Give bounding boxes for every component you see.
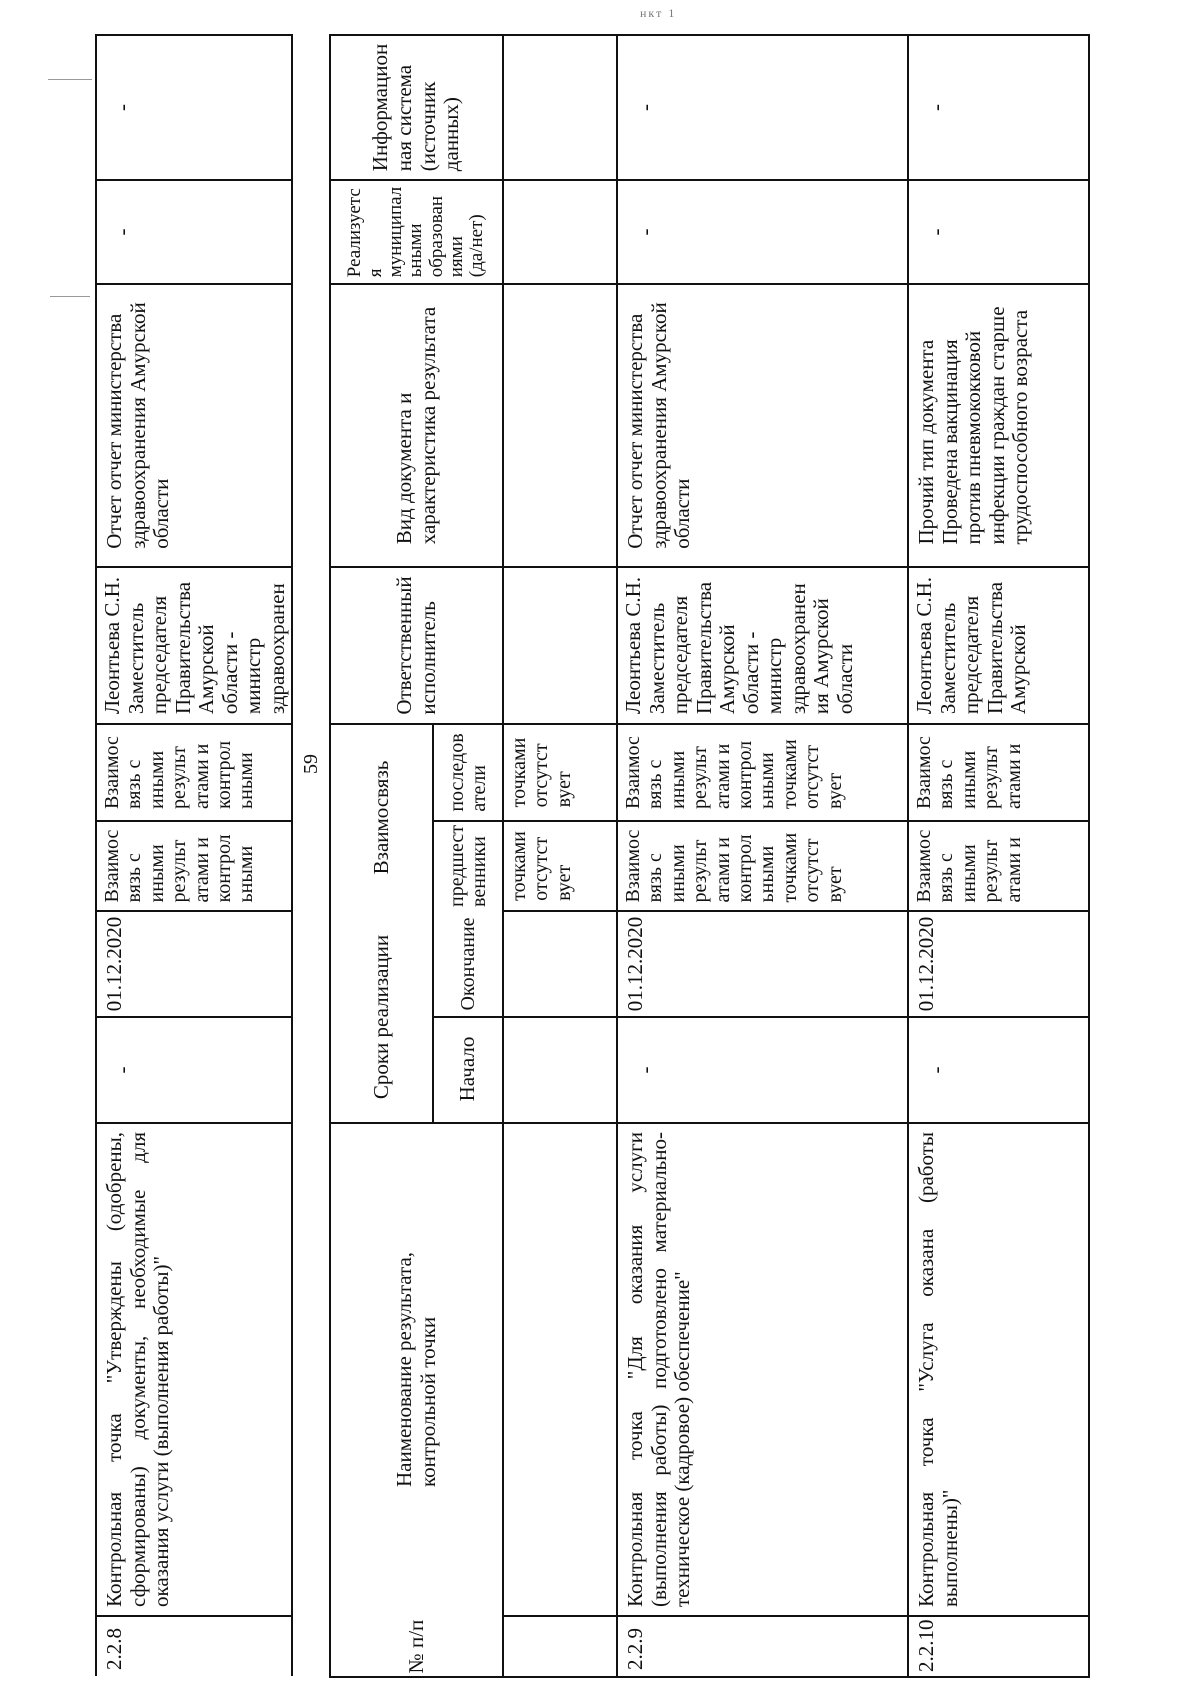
- cell-228-resp: Леонтьева С.Н. Заместитель председателя Правительства Амурской области - министр здравоохранен: [100, 576, 289, 715]
- cell-228-pred: Взаимос вязь с иными результ атами и контрол ьными: [101, 829, 258, 903]
- header-predecessors: предшест венники: [445, 825, 490, 907]
- cell-228-info: -: [110, 104, 134, 111]
- cell-2210-name: Контрольная точка "Услуга оказана (работы выполнены)": [914, 1132, 962, 1607]
- table-border: [1088, 34, 1090, 1676]
- cell-2210-start: -: [924, 1066, 948, 1074]
- cell-2210-resp: Леонтьева С.Н. Заместитель председателя Правительства Амурской: [912, 576, 1031, 715]
- header-successors: последов атели: [445, 733, 490, 812]
- cell-229-end: 01.12.2020: [623, 916, 647, 1012]
- header-name: Наименование результата, контрольной точки: [391, 1251, 440, 1488]
- cell-228-end: 01.12.2020: [102, 916, 126, 1012]
- header-terms: Сроки реализации: [368, 934, 393, 1100]
- cell-cont-pred: точками отсутст вует: [508, 831, 575, 901]
- cell-2210-municipal: -: [924, 228, 948, 236]
- cell-229-doc: Отчет отчет министерства здравоохранения Амурской области: [623, 302, 695, 549]
- cell-228-name: Контрольная точка "Утверждены (одобрены, сформированы) документы, необходимые для оказания услуги (выполнения работы)": [102, 1132, 174, 1607]
- header-relation: Взаимосвязь: [368, 760, 393, 875]
- cell-2210-end: 01.12.2020: [914, 916, 938, 1012]
- cell-2210-doc: Прочий тип документа Проведена вакцинация против пневмококковой инфекции граждан старше трудоспособного возраста: [914, 306, 1033, 545]
- cell-228-doc: Отчет отчет министерства здравоохранения Амурской области: [102, 302, 174, 549]
- header-num: № п/п: [403, 1619, 428, 1674]
- header-start: Начало: [455, 1036, 480, 1102]
- cell-229-num: 2.2.9: [623, 1628, 647, 1670]
- header-end: Окончание: [456, 917, 479, 1011]
- cell-2210-succ: Взаимос вязь с иными результ атами и: [913, 736, 1025, 809]
- cell-229-resp: Леонтьева С.Н. Заместитель председателя Правительства Амурской области - министр здравоохранен ия Амурской области: [621, 576, 857, 715]
- scan-speck: [50, 296, 90, 297]
- cell-229-name: Контрольная точка "Для оказания услуги (выполнения работы) подготовлено материально-техническое (кадровое) обеспечение": [623, 1132, 695, 1607]
- header-doc-type: Вид документа и характеристика результата: [391, 306, 440, 545]
- cell-229-info: -: [633, 104, 657, 111]
- table-border: [291, 34, 293, 1676]
- header-municipal: Реализуетс я муниципал ьными образован иями (да/нет): [344, 186, 488, 278]
- page-number: 59: [299, 754, 322, 774]
- header-responsible: Ответственный исполнитель: [391, 576, 440, 715]
- cell-2210-num: 2.2.10: [914, 1619, 938, 1672]
- cell-cont-succ: точками отсутст вует: [508, 737, 575, 808]
- cell-229-municipal: -: [633, 228, 657, 236]
- scan-mark: нкт 1: [640, 6, 677, 20]
- cell-229-start: -: [633, 1066, 657, 1074]
- scan-speck: [48, 79, 92, 80]
- cell-228-municipal: -: [110, 228, 134, 236]
- table-border: [329, 1676, 1090, 1678]
- header-info-system: Информацион ная система (источник данных): [368, 43, 464, 172]
- cell-228-num: 2.2.8: [102, 1628, 126, 1670]
- cell-2210-pred: Взаимос вязь с иными результ атами и: [913, 829, 1025, 903]
- cell-229-succ: Взаимос вязь с иными результ атами и контрол ьными точками отсутст вует: [622, 736, 846, 809]
- cell-228-start: -: [110, 1066, 134, 1074]
- cell-228-succ: Взаимос вязь с иными результ атами и контрол ьными: [101, 736, 258, 809]
- cell-229-pred: Взаимос вязь с иными результ атами и контрол ьными точками отсутст вует: [622, 829, 846, 903]
- cell-2210-info: -: [924, 104, 948, 111]
